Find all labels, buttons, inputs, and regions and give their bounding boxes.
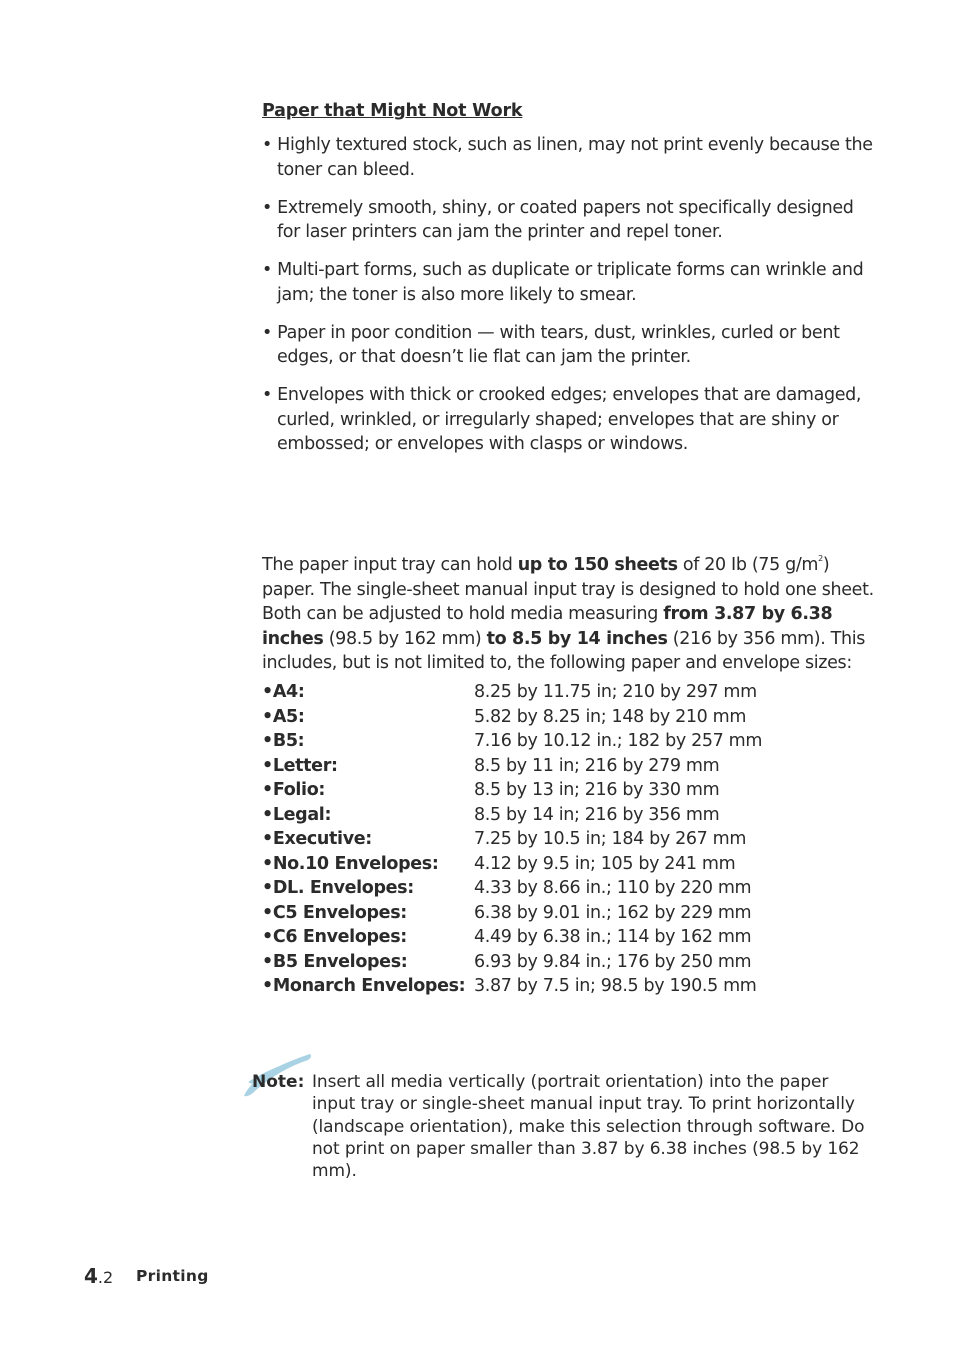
chapter-title: Printing bbox=[136, 1267, 209, 1285]
note-text: Insert all media vertically (portrait orientation) into the paper input tray or single-sheet manual input tray. To print horizontally (landscape orientation), make this selection through software. Do not print on paper smaller than 3.87 by 6.38 inches (98.5 by 162 mm). bbox=[312, 1072, 865, 1182]
size-label: •C6 Envelopes: bbox=[262, 927, 407, 947]
size-label: •A4: bbox=[262, 682, 305, 702]
size-value: 8.5 by 11 in; 216 by 279 mm bbox=[474, 755, 720, 776]
size-label: •Folio: bbox=[262, 780, 326, 800]
list-item: • Extremely smooth, shiny, or coated papers not specifically designed for laser printers can jam the printer and repel toner. bbox=[262, 197, 854, 242]
list-item: • Multi-part forms, such as duplicate or triplicate forms can wrinkle and jam; the toner is also more likely to smear. bbox=[262, 260, 864, 305]
size-value: 5.82 by 8.25 in; 148 by 210 mm bbox=[474, 706, 747, 727]
size-label: •Executive: bbox=[262, 829, 372, 849]
size-value: 8.5 by 14 in; 216 by 356 mm bbox=[474, 804, 720, 825]
size-label: •DL. Envelopes: bbox=[262, 878, 414, 898]
superscript: 2 bbox=[818, 554, 823, 563]
size-value: 8.5 by 13 in; 216 by 330 mm bbox=[474, 780, 720, 800]
unsuitable-paper-list bbox=[262, 133, 877, 470]
list-item: • Highly textured stock, such as linen, may not print evenly because the toner can bleed. bbox=[262, 135, 873, 180]
size-label: •Legal: bbox=[262, 804, 332, 825]
size-value: 4.12 by 9.5 in; 105 by 241 mm bbox=[474, 853, 736, 874]
intro-bold-capacity: up to 150 sheets bbox=[517, 555, 678, 575]
section-heading: Paper that Might Not Work bbox=[262, 101, 523, 121]
intro-bold-min-size: from 3.87 by 6.38 inches bbox=[262, 604, 833, 649]
intro-text: The paper input tray can hold bbox=[262, 555, 518, 575]
size-label: •B5 Envelopes: bbox=[262, 951, 408, 972]
page-number bbox=[84, 1264, 113, 1290]
size-value: 7.16 by 10.12 in.; 182 by 257 mm bbox=[474, 731, 763, 751]
chapter-number: 4 bbox=[84, 1264, 98, 1288]
intro-text: of 20 Ib (75 g/m bbox=[677, 555, 819, 575]
size-label: •Monarch Envelopes: bbox=[262, 976, 466, 996]
size-label: •C5 Envelopes: bbox=[262, 902, 407, 923]
size-value: 8.25 by 11.75 in; 210 by 297 mm bbox=[474, 682, 757, 702]
intro-bold-max-size: to 8.5 by 14 inches bbox=[486, 628, 668, 649]
size-value: 6.38 by 9.01 in.; 162 by 229 mm bbox=[474, 902, 752, 923]
size-label: •B5: bbox=[262, 731, 305, 751]
intro-text: ) paper. The single-sheet manual input tray is designed to hold one sheet. Both can be adjusted to hold media measuring bbox=[262, 555, 874, 624]
tray-capacity-paragraph bbox=[262, 553, 877, 676]
size-value: 4.49 by 6.38 in.; 114 by 162 mm bbox=[474, 927, 752, 947]
page-number-suffix: .2 bbox=[97, 1268, 114, 1287]
list-item: • Paper in poor condition — with tears, dust, wrinkles, curled or bent edges, or that doesn’t lie flat can jam the printer. bbox=[262, 322, 840, 367]
intro-text: (216 by 356 mm). This includes, but is not limited to, the following paper and envelope sizes: bbox=[262, 628, 866, 673]
size-label: •No.10 Envelopes: bbox=[262, 853, 439, 874]
note-label: Note: bbox=[252, 1072, 305, 1092]
size-label: •A5: bbox=[262, 706, 305, 727]
size-value: 4.33 by 8.66 in.; 110 by 220 mm bbox=[474, 878, 752, 898]
size-label: •Letter: bbox=[262, 755, 338, 776]
intro-text: (98.5 by 162 mm) bbox=[323, 628, 487, 649]
size-value: 7.25 by 10.5 in; 184 by 267 mm bbox=[474, 829, 747, 849]
size-value: 6.93 by 9.84 in.; 176 by 250 mm bbox=[474, 951, 752, 972]
list-item: • Envelopes with thick or crooked edges; envelopes that are damaged, curled, wrinkled, or irregularly shaped; envelopes that are shiny or embossed; or envelopes with clasps or windows. bbox=[262, 385, 862, 454]
size-value: 3.87 by 7.5 in; 98.5 by 190.5 mm bbox=[474, 976, 757, 996]
